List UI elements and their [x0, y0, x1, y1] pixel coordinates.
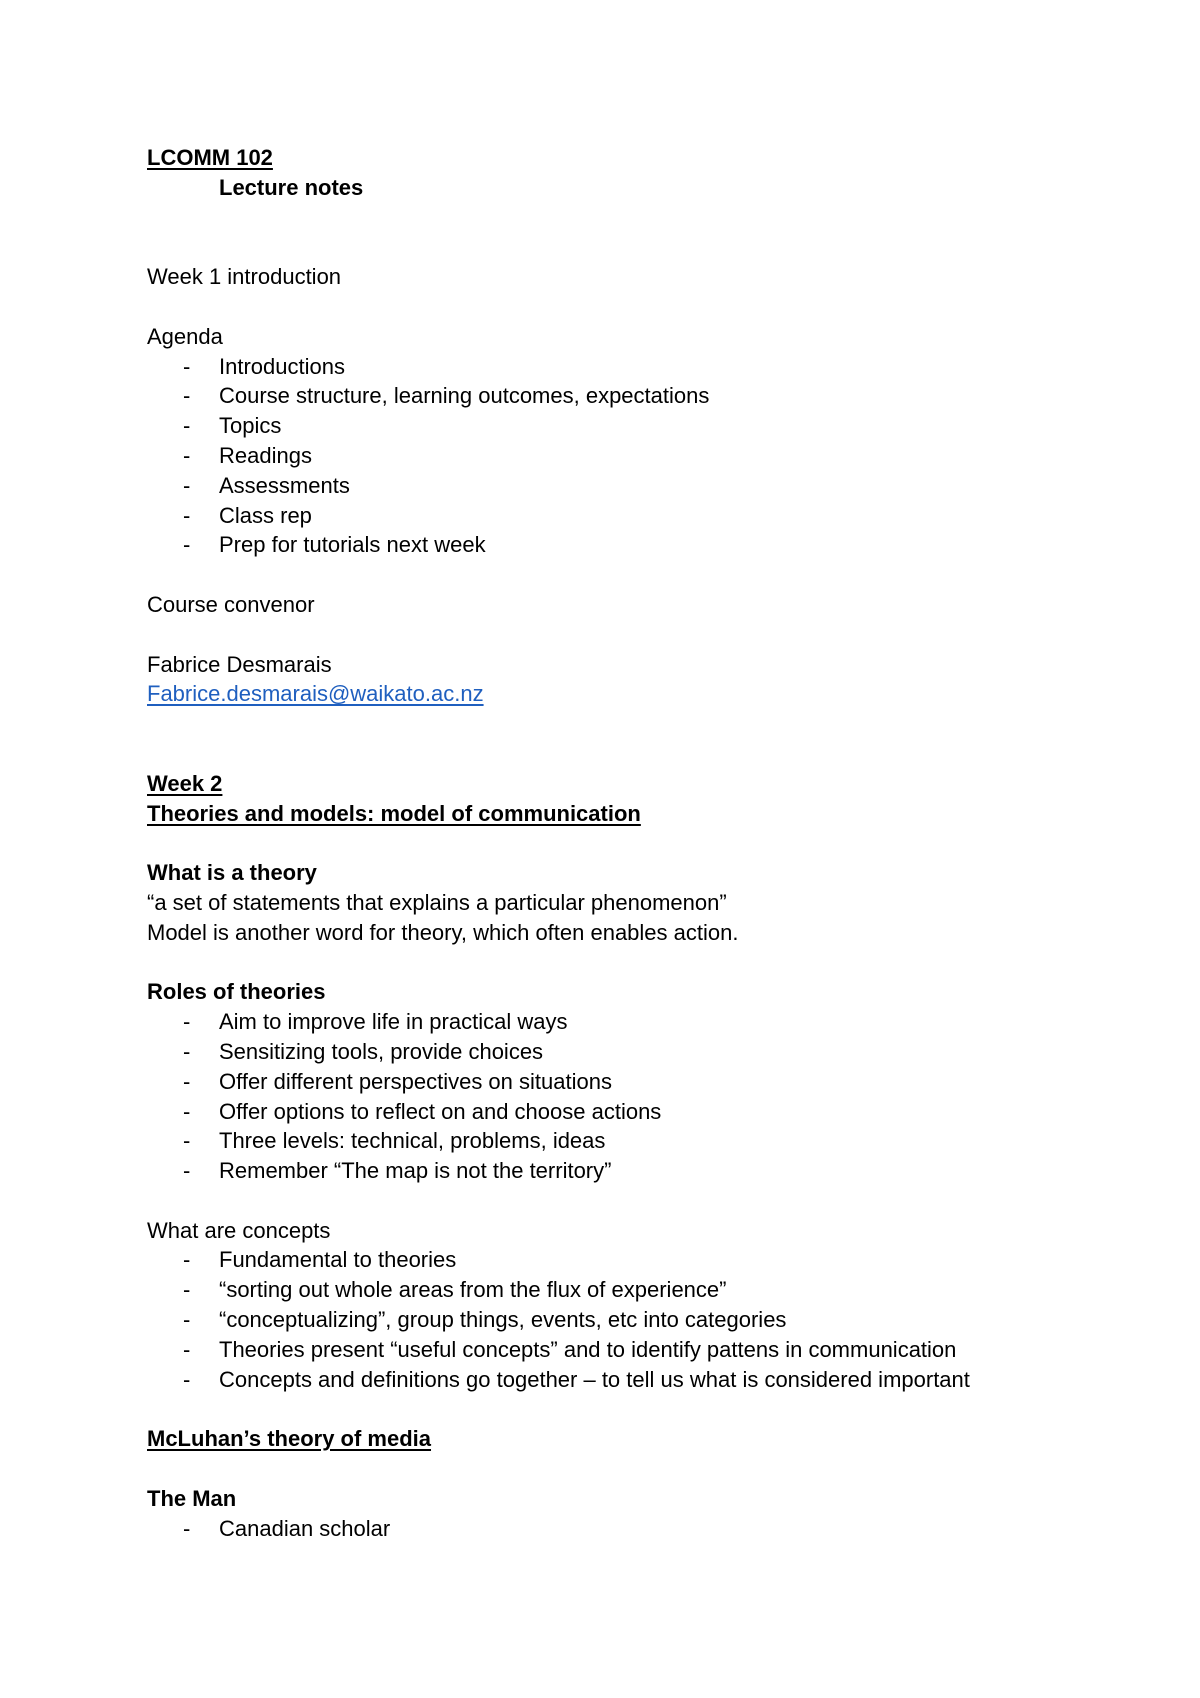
- dash-bullet: -: [183, 413, 191, 439]
- dash-bullet: -: [183, 1068, 191, 1094]
- list-item: - Topics: [147, 411, 1107, 441]
- mcluhan-heading: McLuhan’s theory of media: [147, 1426, 432, 1452]
- concepts-heading: What are concepts: [147, 1217, 331, 1243]
- theory-model-line: Model is another word for theory, which often enables action.: [147, 919, 739, 945]
- convenor-email-link[interactable]: Fabrice.desmarais@waikato.ac.nz: [147, 681, 484, 707]
- dash-bullet: -: [183, 1158, 191, 1184]
- course-code-heading: LCOMM 102: [147, 145, 273, 170]
- list-item: - “sorting out whole areas from the flux of experience”: [147, 1275, 1107, 1305]
- list-item: - Theories present “useful concepts” and to identify pattens in communication: [147, 1335, 1107, 1365]
- theory-heading: What is a theory: [147, 860, 317, 886]
- dash-bullet: -: [183, 1247, 191, 1273]
- dash-bullet: -: [183, 502, 191, 528]
- theory-quote: “a set of statements that explains a particular phenomenon”: [147, 889, 727, 915]
- list-item: - “conceptualizing”, group things, events, etc into categories: [147, 1305, 1107, 1335]
- list-item: - Aim to improve life in practical ways: [147, 1007, 1107, 1037]
- dash-bullet: -: [183, 1515, 191, 1541]
- dash-bullet: -: [183, 1038, 191, 1064]
- list-item: - Canadian scholar: [147, 1514, 1107, 1544]
- convenor-name: Fabrice Desmarais: [147, 651, 332, 677]
- week2-title: Week 2: [147, 770, 223, 796]
- list-item: - Prep for tutorials next week: [147, 530, 1107, 560]
- list-item: - Assessments: [147, 471, 1107, 501]
- list-item: - Introductions: [147, 352, 1107, 382]
- dash-bullet: -: [183, 1009, 191, 1035]
- list-item: - Three levels: technical, problems, ideas: [147, 1126, 1107, 1156]
- dash-bullet: -: [183, 1307, 191, 1333]
- man-list: [147, 1514, 1107, 1544]
- dash-bullet: -: [183, 1098, 191, 1124]
- dash-bullet: -: [183, 353, 191, 379]
- convenor-label: Course convenor: [147, 591, 315, 617]
- dash-bullet: -: [183, 383, 191, 409]
- dash-bullet: -: [183, 532, 191, 558]
- list-item: - Readings: [147, 441, 1107, 471]
- list-item: - Offer options to reflect on and choose actions: [147, 1097, 1107, 1127]
- week2-subtitle: Theories and models: model of communication: [147, 800, 641, 826]
- list-item: - Remember “The map is not the territory”: [147, 1156, 1107, 1186]
- roles-heading: Roles of theories: [147, 979, 326, 1005]
- dash-bullet: -: [183, 1277, 191, 1303]
- dash-bullet: -: [183, 1128, 191, 1154]
- concepts-list: [147, 1245, 1107, 1394]
- week1-title: Week 1 introduction: [147, 264, 342, 290]
- lecture-notes-subtitle: Lecture notes: [219, 174, 364, 200]
- dash-bullet: -: [183, 1366, 191, 1392]
- list-item: - Fundamental to theories: [147, 1245, 1107, 1275]
- dash-bullet: -: [183, 442, 191, 468]
- man-heading: The Man: [147, 1485, 237, 1511]
- list-item: - Sensitizing tools, provide choices: [147, 1037, 1107, 1067]
- list-item: - Course structure, learning outcomes, expectations: [147, 381, 1107, 411]
- dash-bullet: -: [183, 472, 191, 498]
- list-item: - Offer different perspectives on situations: [147, 1067, 1107, 1097]
- document-page: [147, 143, 1107, 1543]
- list-item: - Concepts and definitions go together – to tell us what is considered important: [147, 1365, 1107, 1395]
- dash-bullet: -: [183, 1336, 191, 1362]
- agenda-list: [147, 352, 1107, 561]
- agenda-label: Agenda: [147, 323, 223, 349]
- roles-list: [147, 1007, 1107, 1186]
- list-item: - Class rep: [147, 501, 1107, 531]
